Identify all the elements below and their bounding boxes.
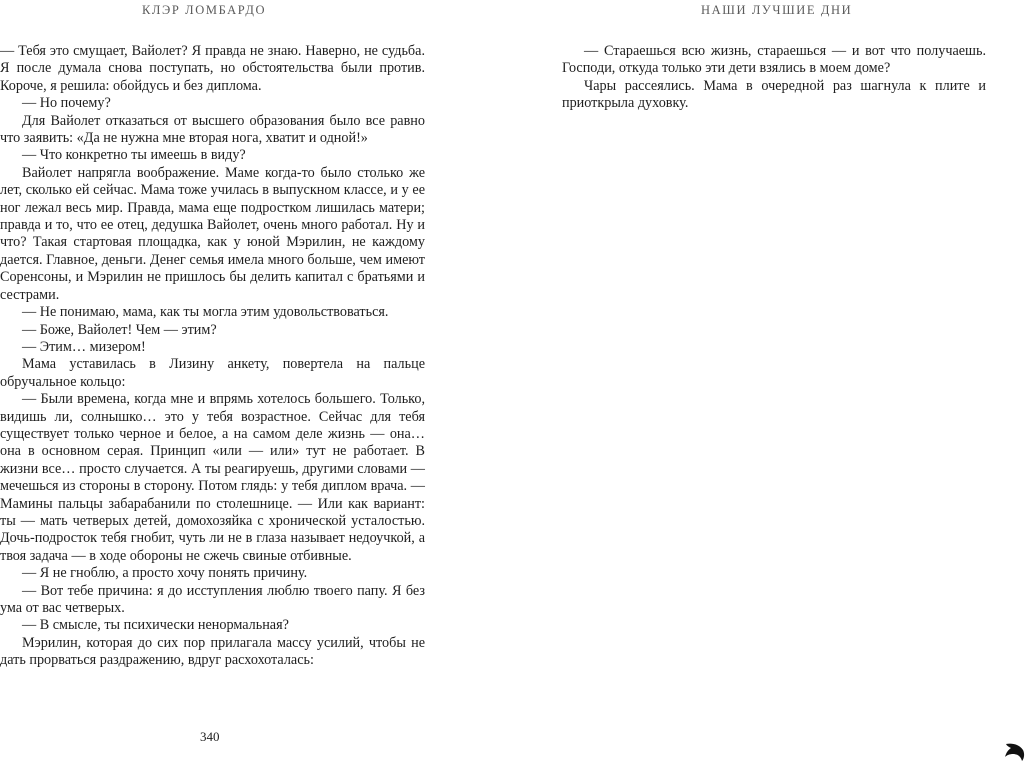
paragraph: — Я не гноблю, а просто хочу понять причину. bbox=[22, 565, 308, 582]
page-number: 340 bbox=[200, 729, 220, 744]
paragraph: — Но почему? bbox=[22, 95, 111, 112]
paragraph: — Вот тебе причина: я до исступления люблю твоего папу. Я без ума от вас четверых. bbox=[0, 582, 425, 616]
running-head-author: КЛЭР ЛОМБАРДО bbox=[142, 3, 267, 17]
paragraph: — Что конкретно ты имеешь в виду? bbox=[22, 147, 246, 164]
paragraph: — Стараешься всю жизнь, стараешься — и вот что получаешь. Господи, откуда только эти дети взялись в моем доме? bbox=[562, 43, 986, 77]
page-curl-icon[interactable] bbox=[1004, 742, 1026, 762]
paragraph: Вайолет напрягла воображение. Маме когда-то было столько же лет, сколько ей сейчас. Мама тоже училась в выпускном классе, и у ее ног лежал весь мир. Правда, мама еще подростком лишилась матери; правда и то, что ее отец, дедушка Вайолет, очень много работал. Ну и что? Такая стартовая площадка, как у юной Мэрилин, не каждому дается. Главное, деньги. Денег семья имела много больше, чем имеют Соренсоны, и Мэрилин не пришлось бы делить капитал с братьями и сестрами. bbox=[0, 164, 425, 303]
paragraph: — Тебя это смущает, Вайолет? Я правда не знаю. Наверно, не судьба. Я после думала снова поступать, но обстоятельства были против. Короче, я решила: обойдусь и без диплома. bbox=[0, 43, 425, 94]
paragraph: Для Вайолет отказаться от высшего образования было все равно что заявить: «Да не нужна мне вторая нога, хватит и одной!» bbox=[0, 112, 425, 147]
paragraph: Мама уставилась в Лизину анкету, повертела на пальце обручальное кольцо: bbox=[0, 356, 425, 390]
paragraph: — Боже, Вайолет! Чем — этим? bbox=[22, 321, 217, 338]
paragraph: — Не понимаю, мама, как ты могла этим удовольствоваться. bbox=[22, 304, 389, 321]
paragraph: — Этим… мизером! bbox=[22, 338, 146, 355]
paragraph: — В смысле, ты психически ненормальная? bbox=[22, 617, 289, 634]
right-text-block bbox=[562, 43, 986, 113]
paragraph: — Были времена, когда мне и впрямь хотелось большего. Только, видишь ли, солнышко… это у тебя возрастное. Сейчас для тебя существует только черное и белое, а на самом деле жизнь — она… она в основном серая. Принцип «или — или» тут не работает. В жизни все… просто случается. А ты реагируешь, другими словами — мечешься из стороны в сторону. Потом глядь: у тебя диплом врача. — Мамины пальцы забарабанили по столешнице. — Или как вариант: ты — мать четверых детей, домохозяйка с хронической усталостью. Дочь-подросток тебя гнобит, чуть ли не в глаза называет недоучкой, а твоя задача — в ходе обороны не сжечь свиные отбивные. bbox=[0, 391, 425, 564]
running-head-title: НАШИ ЛУЧШИЕ ДНИ bbox=[701, 3, 853, 17]
left-text-block bbox=[0, 43, 425, 670]
paragraph: Чары рассеялись. Мама в очередной раз шагнула к плите и приоткрыла духовку. bbox=[562, 77, 986, 112]
paragraph: Мэрилин, которая до сих пор прилагала массу усилий, чтобы не дать прорваться раздражению, вдруг расхохоталась: bbox=[0, 634, 425, 669]
right-page bbox=[516, 0, 1032, 766]
